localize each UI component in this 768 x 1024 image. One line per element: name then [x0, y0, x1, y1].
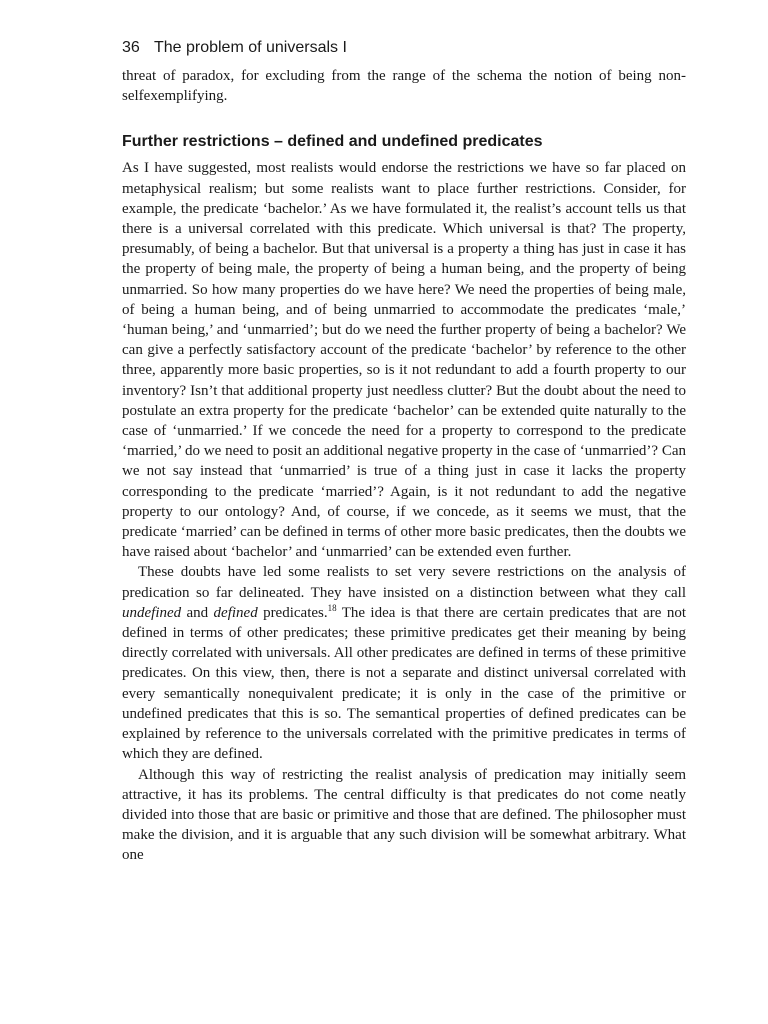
- paragraph-2-text-d: The idea is that there are certain predicates that are not defined in terms of other predicates; these primitive predicates get their meaning by being directly correlated with universals. All other predicates are defined in terms of these primitive predicates. On this view, then, there is not a separate and distinct universal correlated with every semantically nonequivalent predicate; it is only in the case of the primitive or undefined predicates that this is so. The semantical properties of defined predicates can be explained by reference to the universals correlated with the primitive predicates in terms of which they are defined.: [122, 604, 686, 763]
- term-undefined: undefined: [122, 604, 182, 621]
- continuation-paragraph: threat of paradox, for excluding from the range of the schema the notion of being non-selfexemplifying.: [122, 68, 686, 105]
- footnote-marker[interactable]: 18: [327, 602, 337, 613]
- running-head: [122, 38, 686, 58]
- paragraph-3: Although this way of restricting the realist analysis of predication may initially seem attractive, it has its problems. The central difficulty is that predicates do not come neatly divided into those that are basic or primitive and those that are defined. The philosopher must make the division, and it is arguable that any such division will be somewhat arbitrary. What one: [122, 766, 686, 864]
- section-heading: Further restrictions – defined and undefined predicates: [122, 133, 543, 151]
- book-page: [122, 38, 686, 866]
- running-title: The problem of universals I: [153, 39, 347, 56]
- paragraph-1: As I have suggested, most realists would endorse the restrictions we have so far placed on metaphysical realism; but some realists want to place further restrictions. Consider, for example, the predicate ‘bachelor.’ As we have formulated it, the realist’s account tells us that there is a universal correlated with this predicate. Which universal is that? The property, presumably, of being a bachelor. But that universal is a property a thing has just in case it has the property of being male, the property of being a human being, and the property of being unmarried. So how many properties do we have here? We need the properties of being male, of being a human being, and of being unmarried to accommodate the predicates ‘male,’ ‘human being,’ and ‘unmarried’; but do we need the further property of being a bachelor? We can give a perfectly satisfactory account of the predicate ‘bachelor’ by reference to the other three, apparently more basic properties, so is it not redundant to add a fourth property to our inventory? Isn’t that additional property just needless clutter? But the doubt about the need to postulate an extra property for the predicate ‘bachelor’ can be extended quite naturally to the case of ‘unmarried.’ If we concede the need for a property to correspond to the predicate ‘married,’ do we need to posit an additional negative property in the case of ‘unmarried’? Can we not say instead that ‘unmarried’ is true of a thing just in case it lacks the property corresponding to the predicate ‘married’? Again, is it not redundant to add the negative property to our ontology? And, of course, if we concede, as it seems we must, that the predicate ‘married’ can be defined in terms of other more basic predicates, then the doubts we have raised about ‘bachelor’ and ‘unmarried’ can be extended even further.: [122, 160, 686, 561]
- paragraph-2: [122, 562, 686, 764]
- paragraph-2-text-c: predicates.: [257, 604, 328, 621]
- term-defined: defined: [213, 604, 258, 621]
- paragraph-2-text-b: and: [181, 604, 214, 621]
- page-number: 36: [122, 39, 140, 56]
- paragraph-2-text-a: These doubts have led some realists to set very severe restrictions on the analysis of predication so far delineated. They have insisted on a distinction between what they call: [122, 564, 686, 601]
